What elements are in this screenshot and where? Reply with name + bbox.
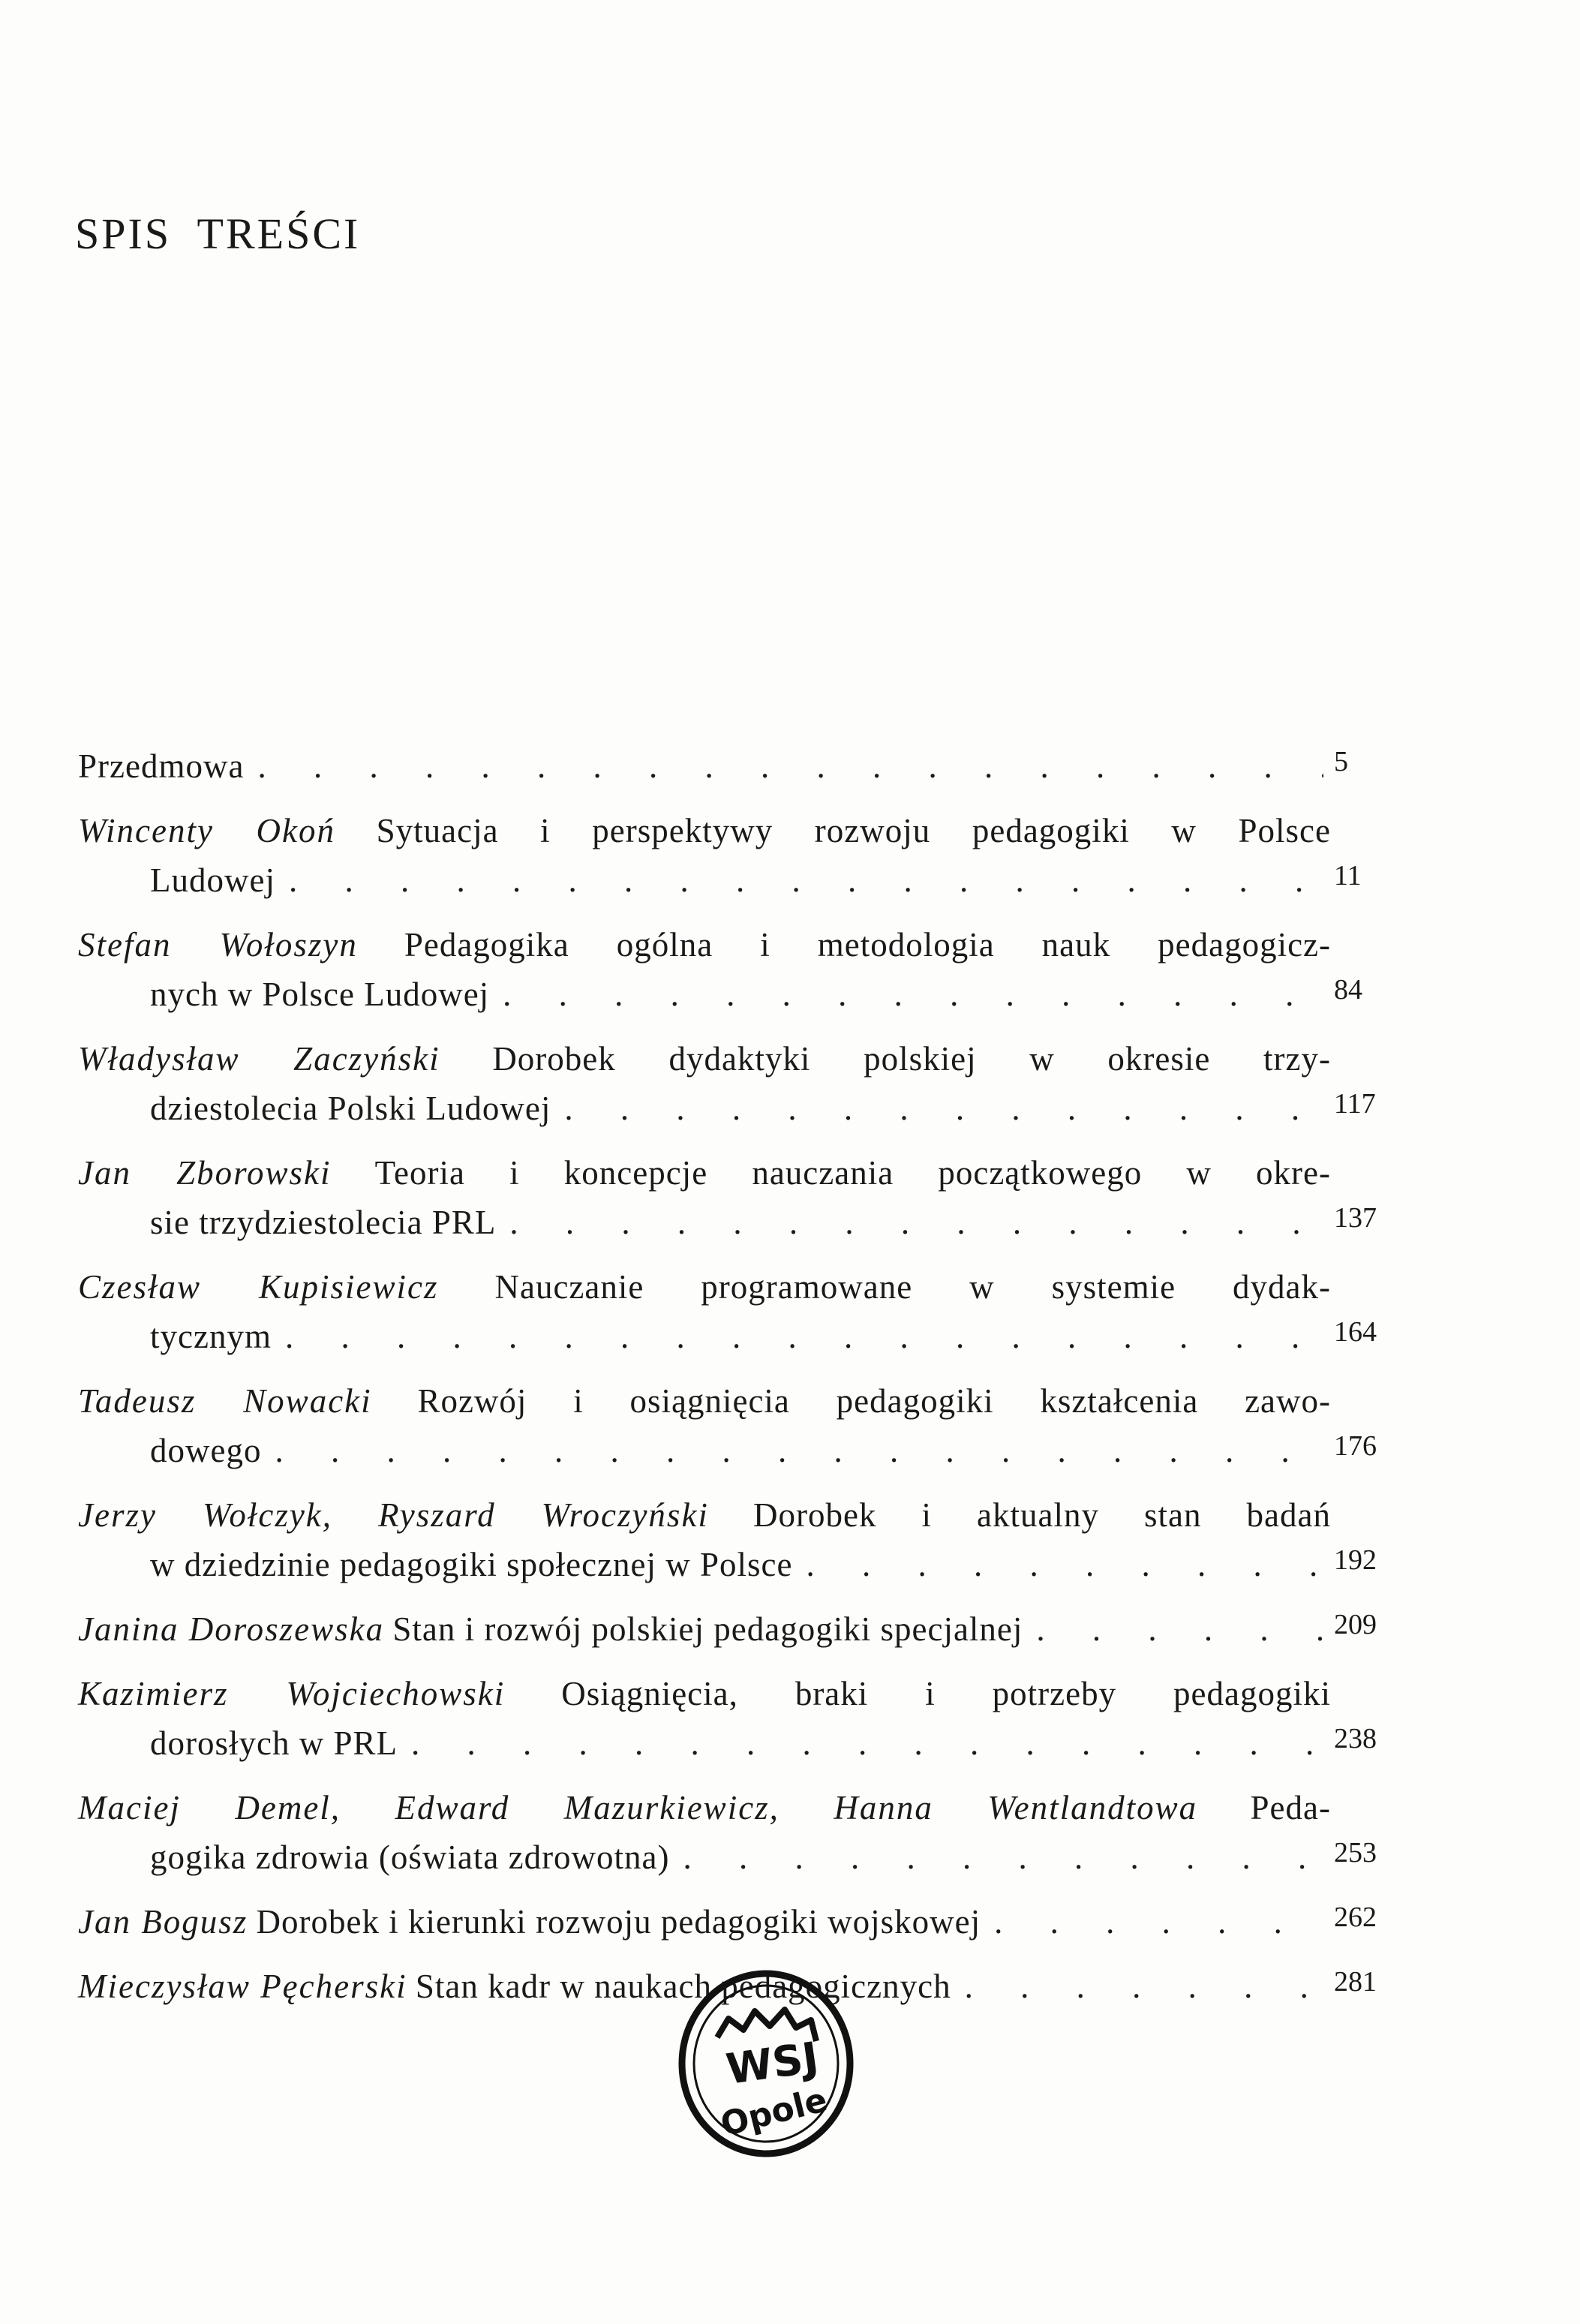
entry-title: Dorobek i kierunki rozwoju pedagogiki wojskowej [256, 1903, 981, 1941]
toc-entry-7 [78, 1376, 1398, 1475]
entry-title: Stan i rozwój polskiej pedagogiki specjalnej [392, 1610, 1023, 1648]
page-number: 164 [1334, 1316, 1377, 1348]
entry-title-continued: gogika zdrowia (oświata zdrowotna) [150, 1838, 670, 1876]
page-number: 262 [1334, 1902, 1377, 1933]
toc-entry-8 [78, 1490, 1398, 1589]
toc-entry-1 [78, 741, 1398, 791]
leader-dots [965, 1962, 1323, 2011]
toc-entry-2 [78, 806, 1398, 905]
entry-author: Czesław Kupisiewicz [78, 1268, 439, 1306]
entry-author: Janina Doroszewska [78, 1610, 385, 1648]
entry-title-continued: dowego [150, 1432, 262, 1469]
page-number: 281 [1334, 1966, 1377, 1998]
toc-entry-11 [78, 1783, 1398, 1882]
entry-author: Tadeusz Nowacki [78, 1382, 372, 1420]
entry-author: Jerzy Wołczyk, Ryszard Wroczyński [78, 1496, 709, 1534]
leader-dots [289, 855, 1323, 905]
page-number: 117 [1334, 1088, 1376, 1120]
page-number: 137 [1334, 1202, 1377, 1234]
page-number: 84 [1334, 974, 1362, 1006]
page-number: 176 [1334, 1430, 1377, 1462]
entry-title: Rozwój i osiągnięcia pedagogiki kształcenia zawo- [417, 1382, 1332, 1420]
entry-title: Peda- [1250, 1789, 1331, 1826]
leader-dots [509, 1198, 1323, 1247]
entry-title: Nauczanie programowane w systemie dydak- [494, 1268, 1331, 1306]
entry-title-continued: nych w Polsce Ludowej [150, 976, 490, 1013]
entry-title-continued: tycznym [150, 1318, 272, 1355]
leader-dots [1036, 1604, 1323, 1654]
entry-author: Jan Bogusz [78, 1903, 248, 1941]
page-number: 11 [1334, 860, 1362, 891]
page-number: 238 [1334, 1723, 1377, 1754]
entry-author: Stefan Wołoszyn [78, 926, 358, 964]
toc-entry-6 [78, 1262, 1398, 1361]
entry-title: Teoria i koncepcje nauczania początkowego w okre- [374, 1154, 1331, 1192]
table-of-contents [78, 741, 1398, 2026]
entry-author: Władysław Zaczyński [78, 1040, 440, 1078]
page-number: 209 [1334, 1609, 1377, 1640]
page-number: 5 [1334, 746, 1348, 777]
entry-title: Pedagogika ogólna i metodologia nauk pedagogicz- [404, 926, 1331, 964]
entry-author: Mieczysław Pęcherski [78, 1968, 407, 2005]
leader-dots [275, 1426, 1323, 1475]
page-title: SPIS TREŚCI [75, 209, 361, 258]
entry-author: Kazimierz Wojciechowski [78, 1675, 506, 1712]
entry-author: Maciej Demel, Edward Mazurkiewicz, Hanna Wentlandtowa [78, 1789, 1198, 1826]
entry-title: Dorobek i aktualny stan badań [752, 1496, 1332, 1534]
entry-title-continued: Ludowej [150, 861, 275, 899]
stamp-text-top: WSJ [723, 2033, 822, 2095]
toc-entry-9 [78, 1604, 1398, 1654]
toc-entry-10 [78, 1669, 1398, 1768]
entry-author: Jan Zborowski [78, 1154, 332, 1192]
leader-dots [257, 741, 1323, 791]
toc-entry-4 [78, 1034, 1398, 1133]
toc-entry-12 [78, 1897, 1398, 1947]
toc-entry-3 [78, 920, 1398, 1019]
leader-dots [285, 1312, 1323, 1361]
entry-title-continued: dziestolecia Polski Ludowej [150, 1090, 551, 1127]
page-number: 253 [1334, 1837, 1377, 1869]
leader-dots [683, 1832, 1323, 1882]
leader-dots [807, 1540, 1324, 1589]
entry-title: Sytuacja i perspektywy rozwoju pedagogiki w Polsce [376, 812, 1331, 849]
entry-title: Dorobek dydaktyki polskiej w okresie trzy- [492, 1040, 1331, 1078]
toc-entry-5 [78, 1148, 1398, 1247]
leader-dots [564, 1084, 1323, 1133]
entry-title: Osiągnięcia, braki i potrzeby pedagogiki [561, 1675, 1332, 1712]
leader-dots [411, 1718, 1323, 1768]
leader-dots [994, 1897, 1323, 1947]
entry-title: Przedmowa [78, 747, 245, 785]
leader-dots [503, 970, 1323, 1019]
page-number: 192 [1334, 1544, 1377, 1576]
library-stamp [672, 1966, 860, 2161]
entry-title: Stan kadr w naukach pedagogicznych [415, 1968, 951, 2005]
entry-title-continued: sie trzydziestolecia PRL [150, 1204, 497, 1241]
entry-author: Wincenty Okoń [78, 812, 335, 849]
entry-title-continued: w dziedzinie pedagogiki społecznej w Polsce [150, 1546, 793, 1583]
stamp-text-bottom: Opole [716, 2080, 831, 2145]
entry-title-continued: dorosłych w PRL [150, 1724, 398, 1762]
